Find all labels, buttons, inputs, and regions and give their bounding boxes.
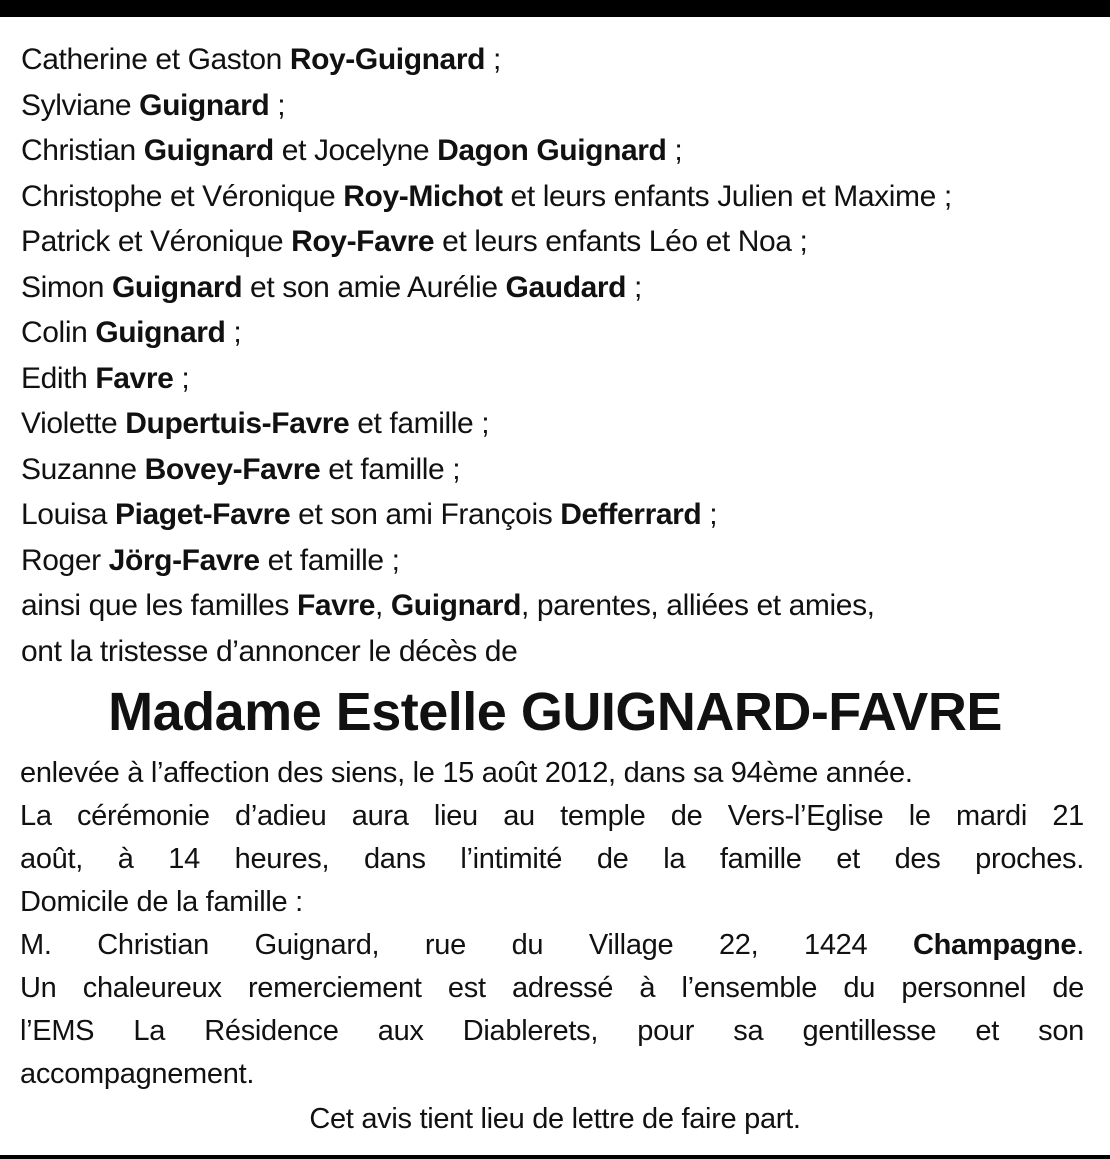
family-text: et son ami François — [290, 498, 561, 531]
family-list — [21, 37, 1096, 674]
family-text: Christian — [21, 134, 144, 167]
family-surname: Gaudard — [505, 270, 627, 304]
family-surname: Guignard — [390, 589, 522, 622]
footer-note: Cet avis tient lieu de lettre de faire part. — [309, 1103, 801, 1135]
family-text: Christophe et Véronique — [21, 179, 344, 213]
family-line — [21, 538, 1096, 584]
bottom-border-rule — [0, 1155, 1110, 1159]
family-surname: Guignard — [143, 134, 274, 167]
family-text: ; — [666, 134, 683, 167]
family-line — [21, 83, 1096, 129]
family-text: et son amie Aurélie — [242, 270, 506, 304]
family-line — [21, 401, 1096, 447]
notice-line: La cérémonie d’adieu aura lieu au temple de Vers-l’Eglise le mardi 21 — [20, 800, 1084, 832]
family-text: Sylviane — [21, 88, 140, 122]
family-line — [21, 310, 1096, 356]
family-line — [21, 447, 1096, 493]
family-text: Louisa — [21, 498, 115, 531]
address-locality: Champagne — [912, 929, 1077, 961]
family-surname: Defferrard — [560, 498, 702, 531]
family-text: ainsi que les familles — [21, 589, 297, 622]
deceased-name-heading: Madame Estelle GUIGNARD-FAVRE — [108, 682, 1002, 742]
family-text: et leurs enfants Léo et Noa ; — [434, 225, 808, 258]
notice-line: août, à 14 heures, dans l’intimité de la famille et des proches. — [20, 843, 1084, 875]
family-line — [21, 174, 1096, 220]
family-line — [21, 128, 1096, 174]
family-text: Catherine et Gaston — [21, 43, 290, 76]
family-line — [21, 265, 1096, 311]
address-text: . — [1076, 929, 1084, 961]
family-surname: Bovey-Favre — [144, 452, 321, 486]
notice-line: Un chaleureux remerciement est adressé à l’ensemble du personnel de — [20, 972, 1084, 1004]
family-text: , — [375, 589, 391, 622]
family-text: Edith — [21, 361, 96, 395]
family-text: et Jocelyne — [273, 134, 438, 167]
family-text: Colin — [21, 316, 96, 349]
family-text: ; — [173, 361, 190, 395]
family-surname: Dupertuis-Favre — [125, 407, 350, 440]
family-surname: Guignard — [139, 88, 270, 122]
family-line — [21, 219, 1096, 265]
family-surname: Favre — [296, 589, 375, 622]
notice-body — [20, 752, 1084, 1096]
announcement-line — [21, 629, 1096, 675]
family-text: ; — [626, 270, 642, 304]
family-line — [21, 37, 1096, 83]
family-text: et famille ; — [320, 452, 461, 486]
family-surname: Roy-Guignard — [289, 43, 486, 76]
notice-line: accompagnement. — [20, 1058, 255, 1090]
family-text: Suzanne — [21, 452, 145, 486]
family-text: et famille ; — [349, 407, 490, 440]
family-text: ; — [269, 88, 286, 122]
family-text: ; — [225, 316, 242, 349]
family-surname: Dagon Guignard — [437, 134, 667, 167]
family-text: ; — [485, 43, 501, 76]
family-surname: Roy-Michot — [343, 179, 503, 213]
family-line — [21, 492, 1096, 538]
family-line — [21, 356, 1096, 402]
family-surname: Jörg-Favre — [108, 543, 260, 577]
family-surname: Roy-Favre — [291, 225, 435, 258]
address-line — [20, 924, 1084, 967]
family-surname: Piaget-Favre — [114, 498, 291, 531]
family-text: Simon — [21, 270, 112, 304]
family-text: ont la tristesse d’annoncer le décès de — [21, 634, 518, 668]
family-text: et famille ; — [259, 543, 400, 577]
address-text: M. Christian Guignard, rue du Village 22, 1424 — [20, 929, 913, 961]
family-text: Roger — [21, 543, 109, 577]
family-surname: Favre — [95, 361, 174, 395]
top-border-rule — [0, 0, 1110, 17]
family-surname: Guignard — [95, 316, 226, 349]
notice-line: Domicile de la famille : — [20, 886, 303, 918]
family-line — [21, 583, 1096, 629]
notice-line: enlevée à l’affection des siens, le 15 août 2012, dans sa 94ème année. — [20, 757, 913, 789]
family-text: Violette — [21, 407, 126, 440]
notice-line: l’EMS La Résidence aux Diablerets, pour sa gentillesse et son — [20, 1015, 1084, 1047]
family-text: ; — [701, 498, 718, 531]
family-surname: Guignard — [111, 270, 243, 304]
family-text: et leurs enfants Julien et Maxime ; — [502, 179, 952, 213]
family-text: Patrick et Véronique — [21, 225, 292, 258]
family-text: , parentes, alliées et amies, — [521, 589, 875, 622]
